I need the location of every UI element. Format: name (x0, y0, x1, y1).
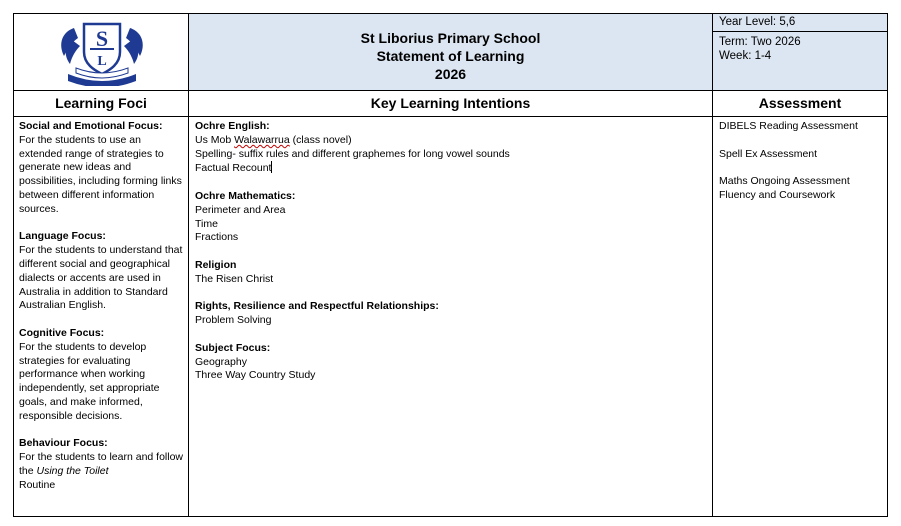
year-level-cell (713, 14, 887, 32)
heading-assessment: Assessment (713, 90, 887, 117)
english-recount[interactable]: Factual Recount (195, 162, 272, 175)
english-block (195, 120, 708, 176)
english-title: Ochre English: (195, 120, 270, 132)
key-learning-intentions-column (189, 117, 713, 516)
english-novel: Us Mob Walawarrua (class novel) (195, 133, 352, 146)
assessment-item: DIBELS Reading Assessment (719, 120, 858, 132)
religion-block (195, 259, 708, 287)
rights-block (195, 300, 708, 328)
rights-item: Problem Solving (195, 314, 272, 327)
religion-item: The Risen Christ (195, 272, 274, 285)
rights-title: Rights, Resilience and Respectful Relationships: (195, 300, 439, 313)
subject-block (195, 342, 708, 383)
subject-item: Geography (195, 355, 247, 368)
school-name: St Liborius Primary School (360, 30, 541, 46)
assessment-column (713, 117, 887, 516)
week: Week: 1-4 (719, 50, 772, 62)
document-title: Statement of Learning (376, 48, 525, 64)
focus-text-italic: Using the Toilet (36, 464, 109, 477)
religion-title: Religion (195, 258, 237, 271)
english-spelling: Spelling- suffix rules and different graphemes for long vowel sounds (195, 147, 510, 160)
subject-title: Subject Focus: (195, 341, 271, 354)
maths-item: Perimeter and Area (195, 203, 286, 216)
maths-title: Ochre Mathematics: (195, 189, 296, 202)
maths-item: Time (195, 217, 218, 230)
assessment-item: Maths Ongoing Assessment (719, 175, 850, 188)
subject-item: Three Way Country Study (195, 369, 316, 382)
focus-text: For the students to understand that different social and geographical dialects or accents are used in Australia in addition to Standard Australian English. (19, 244, 183, 312)
svg-text:S: S (95, 26, 109, 51)
focus-text: For the students to use an extended range of strategies to generate new ideas and possibilities, including forming links between different information sources. (19, 133, 182, 215)
social-emotional-focus (19, 120, 184, 217)
assessment-item: Spell Ex Assessment (719, 147, 818, 160)
focus-title: Behaviour Focus: (19, 437, 108, 450)
school-logo-cell (14, 14, 189, 90)
svg-text:L: L (97, 54, 107, 69)
focus-text-end: Routine (19, 478, 56, 491)
heading-key-learning-intentions: Key Learning Intentions (189, 90, 713, 117)
behaviour-focus (19, 437, 184, 492)
school-crest-logo (54, 18, 150, 86)
language-focus (19, 230, 184, 313)
cognitive-focus (19, 327, 184, 424)
maths-block (195, 190, 708, 245)
title-cell (189, 14, 713, 90)
heading-learning-foci: Learning Foci (14, 90, 189, 117)
focus-title: Social and Emotional Focus: (19, 120, 163, 132)
focus-title: Language Focus: (19, 230, 106, 243)
learning-foci-column (14, 117, 189, 516)
statement-of-learning-table (13, 13, 888, 517)
focus-text: For the students to learn and follow the (19, 451, 184, 477)
text-cursor (271, 161, 272, 173)
focus-title: Cognitive Focus: (19, 326, 105, 339)
maths-item: Fractions (195, 231, 239, 244)
focus-text: For the students to develop strategies for evaluating performance when working independently, set appropriate goals, and make informed, responsible decisions. (19, 340, 160, 422)
term-cell (713, 32, 887, 90)
term: Term: Two 2026 (719, 36, 801, 48)
assessment-item: Fluency and Coursework (719, 188, 836, 201)
novel-name: Walawarrua (234, 133, 290, 146)
document-year: 2026 (434, 66, 467, 82)
year-level: Year Level: 5,6 (719, 16, 796, 28)
